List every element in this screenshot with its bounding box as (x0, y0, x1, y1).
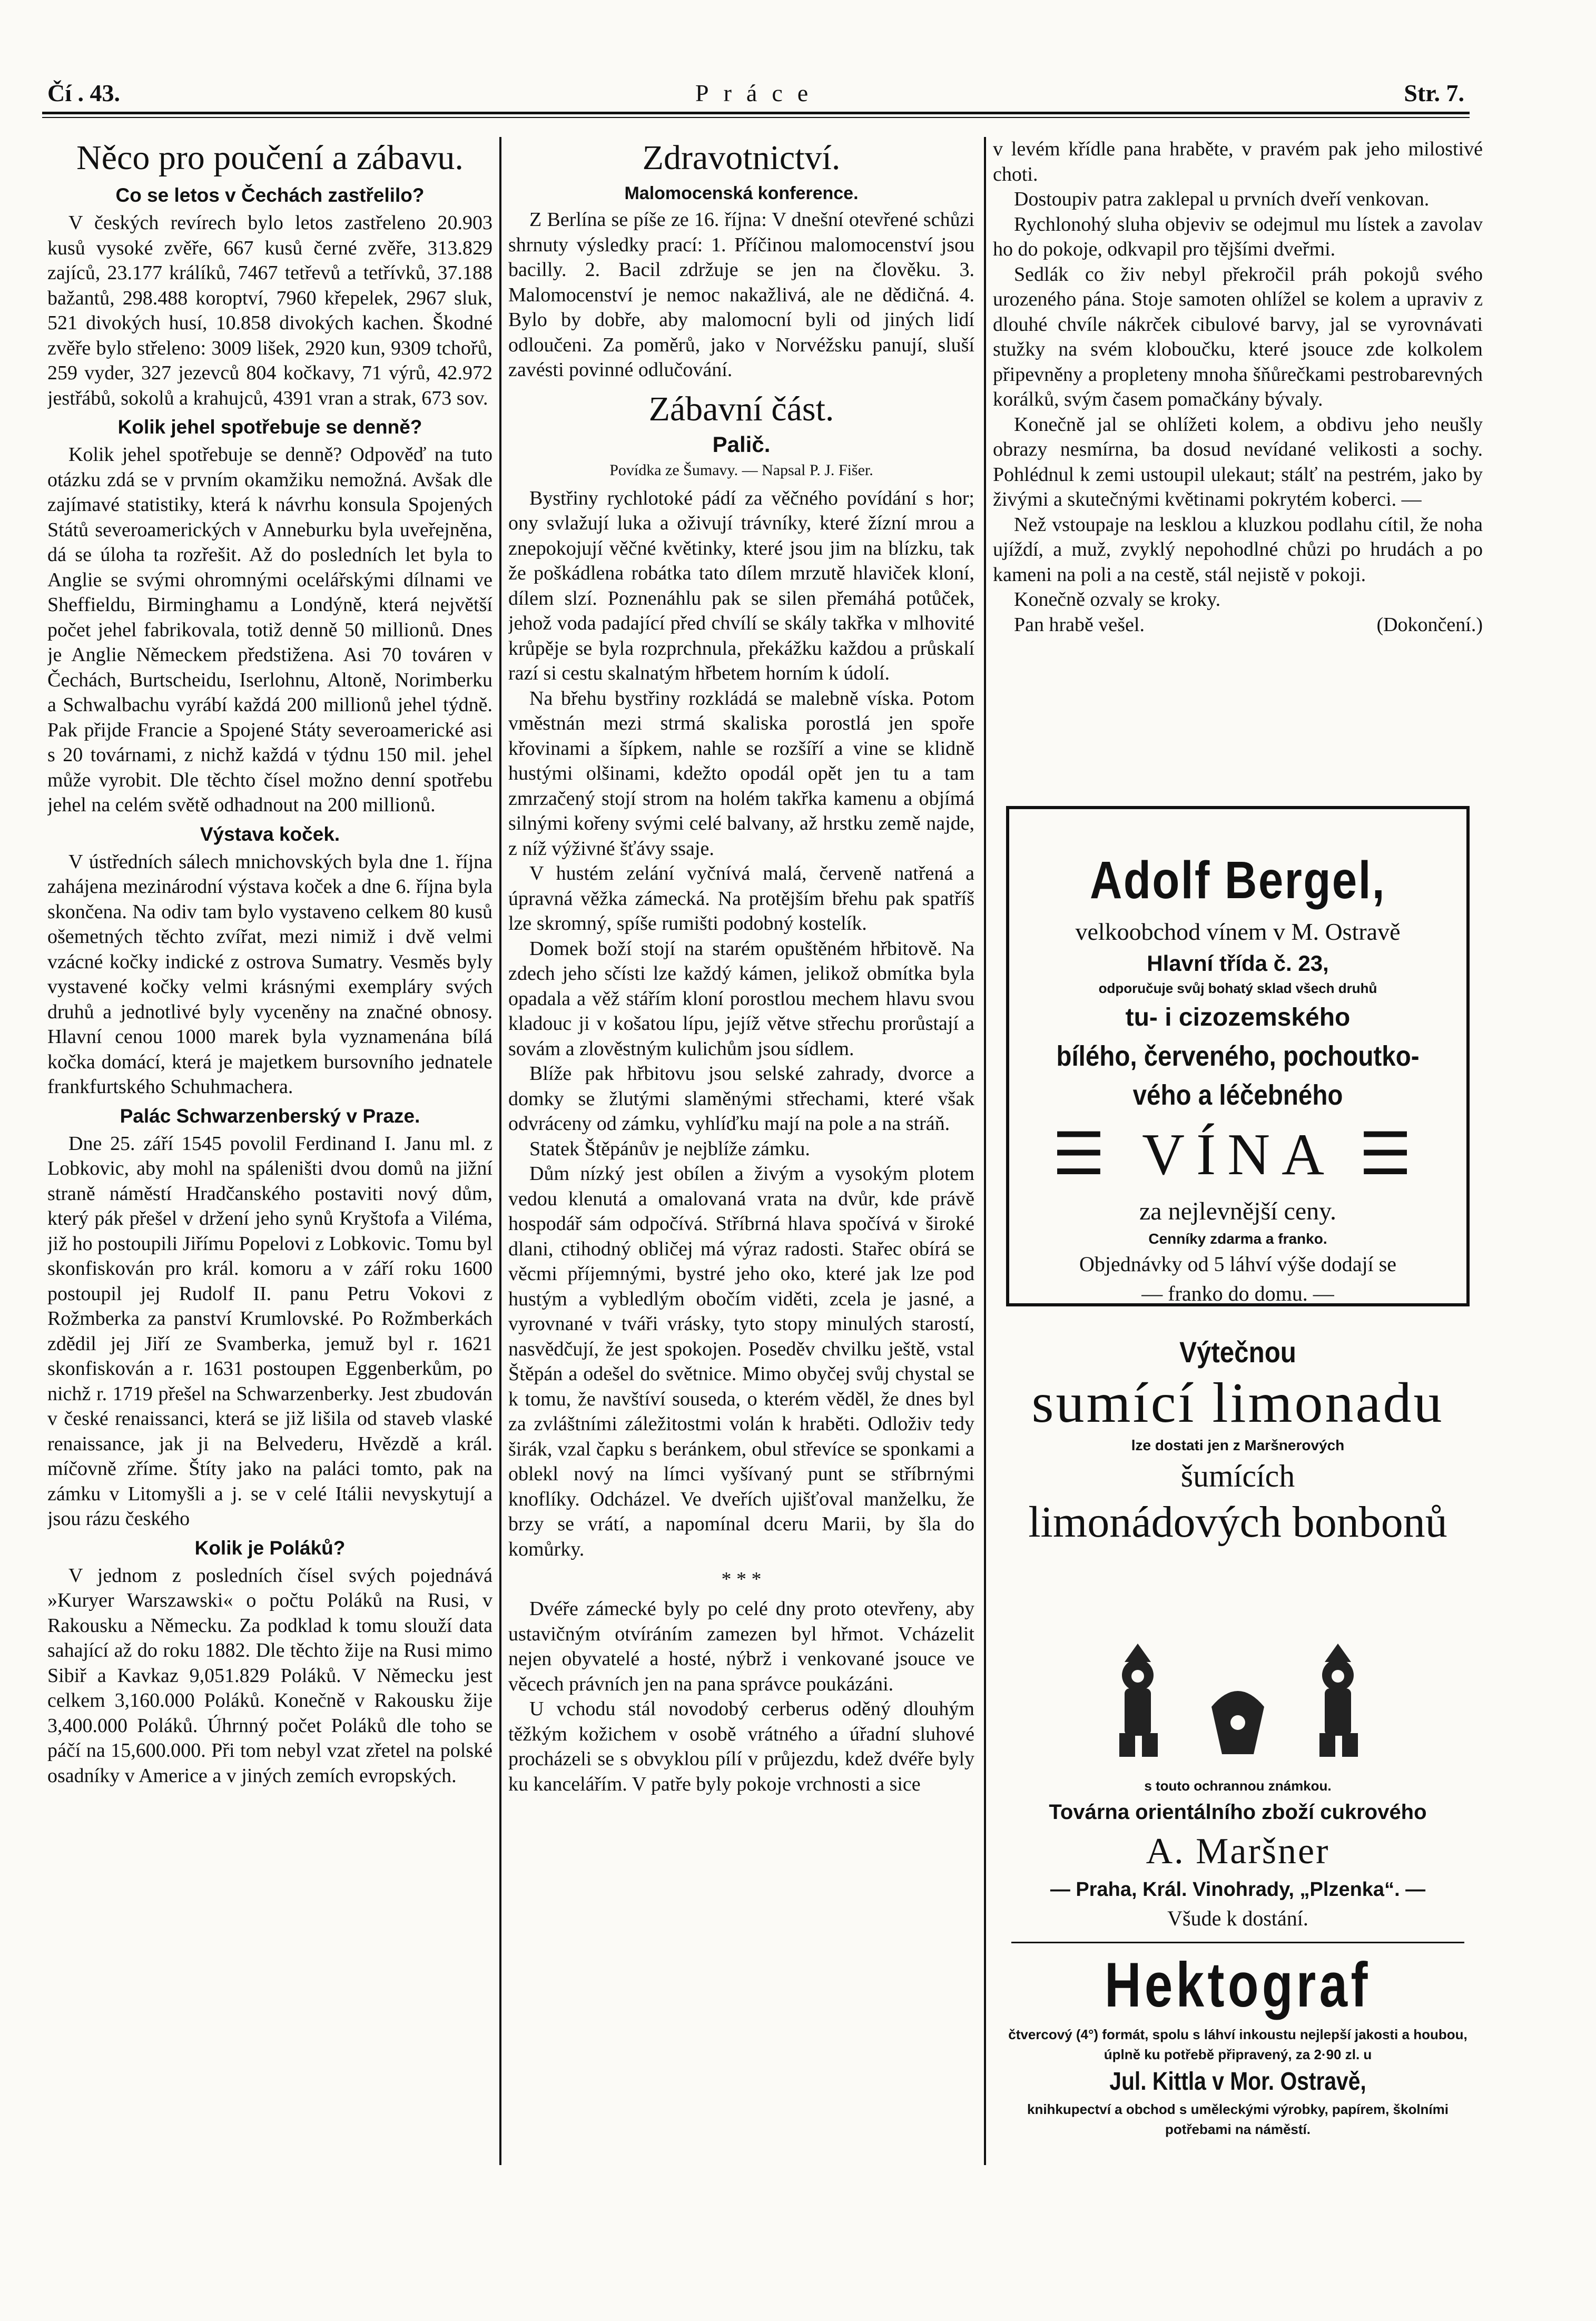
ad-bergel-line: velkoobchod vínem v M. Ostravě (1075, 918, 1401, 945)
ad-marsner-line: lze dostati jen z Maršnerových (1131, 1437, 1345, 1453)
story-paragraph: Blíže pak hřbitovu jsou selské zahrady, dvorce a domky se žlutými slaměnými střechami, které však odvráceny od zámku, vyhlíďku mají na pole a na stráň. (508, 1063, 974, 1135)
ad-bergel-line: za nejlevnější ceny. (1139, 1197, 1337, 1225)
newspaper-name: Práce (695, 80, 823, 106)
header-rule (42, 112, 1470, 114)
ad-marsner-trademark (1006, 1644, 1470, 1765)
ad-bergel-name: Adolf Bergel, (1089, 851, 1386, 910)
story-paragraph: Na břehu bystřiny rozkládá se malebně víska. Potom vměstnán mezi strmá skaliska porostlá jen spoře křovinami a šípkem, nahle se rozšíří a vine se klidně hustými olšinami, kdežto opodál opět jen tu a tam zmrzačený stojí strom na holém takřka kamenu a objímá silnými kořeny svými celé balvany, až hrstku země najde, z níž výživné šťávy ssaje. (508, 687, 974, 860)
ad-bergel-vina-text: VÍNA (1142, 1122, 1333, 1187)
header-rule-thin (42, 117, 1470, 118)
ad-marsner-line: Výtečnou (1179, 1335, 1296, 1369)
ad-marsner-company: A. Maršner (1146, 1831, 1330, 1872)
story-paragraph: Bystřiny rychlotoké pádí za věčného povídání s hor; ony svlažují luka a oživují trávníky, které žízní mrou a znepokojují věčné květinky, které jsou jim na blízku, tak že poškádlena robátka tato dílem mrzutě hlaviček kloní, dílem slzí. Poznenáhlu pak se silen přemáhá potůček, jehož voda padající před chvílí se skály takřka v mlhovité krůpěje se byla rozprchnula, překážku každou a průskalí razí si cestu skalnatým hřbetem horním k údolí. (508, 487, 974, 684)
column-divider-1 (499, 137, 501, 2165)
article-text: Z Berlína se píše ze 16. října: V dnešní otevřené schůzi shrnuty výsledky prací: 1. Příčinou malomocenství jsou bacilly. 2. Bacil zdržuje se jen na člověku. 3. Malomocenství je nemoc nakažlivá, ale ne dědičná. 4. Bylo by dobře, aby malomocní byli od jiných lidí odloučeni. Za poměrů, jako v Norvéžsku panují, sluší zavésti povinné odlučování. (508, 209, 974, 381)
ad-bergel-line: odporučuje svůj bohatý sklad všech druhů (1098, 980, 1377, 996)
story-paragraph: Dostoupiv patra zaklepal u prvních dveří venkovan. (1014, 188, 1430, 210)
article-heading: Malomocenská konference. (624, 183, 859, 203)
ad-bergel-line: Objednávky od 5 láhví výše dodají se (1079, 1252, 1397, 1276)
gnomes-trademark-icon (1006, 1644, 1470, 1765)
ad-bergel-line: Hlavní třída č. 23, (1147, 951, 1329, 976)
ad-hektograf-line: čtvercový (4°) formát, spolu s láhví inkoustu nejlepší jakosti a houbou, úplně ku potřebě připravený, za 2·90 zl. u (1008, 2027, 1467, 2062)
section-title: Zábavní část. (648, 389, 834, 428)
article-text: Dne 25. září 1545 povolil Ferdinand I. Janu ml. z Lobkovic, aby mohl na spáleništi dvou domů na jižní straně náměstí Hradčanského postaviti nový dům, který pák přešel v držení jeho synů Kryštofa a Viléma, již ho postoupili Jiřímu Popelovi z Lobkovic. Tomu byl skonfiskován pro král. komoru a v září roku 1600 postoupil jej Rudolf II. panu Petru Vokovi z Rožmberka za panství Krumlovské. Po Rožmberkách zdědil jej Jiří ze Svamberka, jemuž byl r. 1621 skonfiskován a r. 1631 postoupen Eggenberkům, po nichž r. 1719 přešel na Schwarzenberky. Jest zbudován v české renaissanci, která se již lišila od staveb vlaské renaissance, jak ji na Belvederu, Hvězdě a král. míčovně zříme. Štíty jako na paláci tomto, pak na zámku v Litomyšli a j. se v celé Itálii nevyskytují a jsou rázu českého (47, 1132, 492, 1530)
story-last-line: Pan hrabě vešel. (1014, 613, 1145, 636)
column-divider-2 (984, 137, 986, 2165)
section-title: Něco pro poučení a zábavu. (76, 139, 464, 177)
wine-ornament-icon: ☰ (1358, 1122, 1424, 1187)
story-paragraph: Domek boží stojí na starém opuštěném hřbitově. Na zdech jeho sčísti lze každý kámen, jelikož obmítka byla opadala a věž stářím kloní porostlou mechem hlavu svou kladouc ji v košatou lípu, jejíž větve střechu prorůstají a sovám a zlověstným kulichům jsou sídlem. (508, 937, 974, 1060)
ad-bergel-line: tu- i cizozemského (1125, 1004, 1351, 1031)
article-heading: Co se letos v Čechách zastřelilo? (115, 184, 425, 206)
story-paragraph: Konečně jal se ohlížeti kolem, a obdivu jeho neušly obrazy nesmírna, ba dosud nevídané velikosti a sochy. Pohlédnul k zemi ustoupil ulekaut; stálť na pestrém, jako by živými a skutečnými květinami pokrytém koberci. — (993, 413, 1483, 510)
ad-bergel-line: Cenníky zdarma a franko. (1148, 1231, 1327, 1247)
section-title: Zdravotnictví. (642, 139, 841, 177)
story-paragraph: Rychlonohý sluha objeviv se odejmul mu lístek a zavolav ho do pokoje, odkvapil pro tějšími dveřmi. (993, 213, 1483, 260)
column-3-text (993, 137, 1483, 790)
issue-number: Čí . 43. (47, 80, 120, 106)
story-paragraph: Dům nízký jest obílen a živým a vysokým plotem vedou klenutá a omalovaná vrata na dvůr, kde právě hospodář sám odpočívá. Stříbrná hlava spočívá v široké dlani, ctihodný obličej má výraz radosti. Stařec obírá se věcmi příjemnými, bystré jeho oko, které jak lze pod hustým a vybledlým obočím viděti, zcela je jasné, a vyrovnané v tváři vrásky, tyto stopy minulých starostí, nasvědčují, že jest spokojen. Poseděv chvilku ještě, vstal Štěpán a odešel do světnice. Mimo obyčej svůj chystal se k tomu, že navštíví souseda, o kterém věděl, že dnes byl za zvláštními záležitostmi volán k hraběti. Odloživ tedy širák, vzal čapku s beránkem, obul střevíce se sponkami a oblekl nový na límci vyšívaný punt se stříbrnými knoflíky. Odcházel. Ve dveřích ujišťoval manželku, že brzy se vrátí, a napomínal dceru Marii, by šla do komůrky. (508, 1163, 974, 1560)
story-paragraph: Konečně ozvaly se kroky. (1014, 588, 1221, 611)
page-number: Str. 7. (1404, 80, 1464, 106)
ad-marsner-line: s touto ochrannou známkou. (1144, 1778, 1332, 1794)
article-text: V ústředních sálech mnichovských byla dne 1. října zahájena mezinárodní výstava koček a dne 6. října byla skončena. Na odiv tam bylo vystaveno celkem 80 kusů ošemetných těchto zvířat, mezi nimiž i dvě velmi vzácné kočky indické z ostrova Sumatry. Vesměs byly vystavené kočky velmi krásnými exempláry svých druhů a jednotlivé byly vyceněny na značné obnosy. Hlavní cenou 1000 marek byla vyznamenána bílá kočka domácí, která je majetkem bursovního jednatele frankfurtského Schuhmachera. (47, 850, 492, 1098)
article-heading: Kolik je Poláků? (194, 1537, 346, 1559)
article-heading: Palác Schwarzenberský v Praze. (120, 1105, 420, 1127)
story-end (993, 613, 1483, 638)
ad-bergel (1006, 806, 1470, 1306)
ad-bergel-line: — franko do domu. — (1141, 1282, 1334, 1305)
column-1 (47, 137, 492, 2176)
story-paragraph: V hustém zelání vyčnívá malá, červeně natřená a úpravná věžka zámecká. Na protějším břehu pak spatříš lze skromný, spíše rumišti podobný kostelík. (508, 862, 974, 935)
page-header (47, 79, 1464, 111)
ad-marsner-line: Všude k dostání. (1167, 1906, 1308, 1930)
article-text: V českých revírech bylo letos zastřeleno 20.903 kusů vysoké zvěře, 667 kusů černé zvěře, 313.829 zajíců, 23.177 králíků, 7467 tetřevů a tetřívků, 37.188 bažantů, 298.488 koroptví, 7960 křepelek, 2967 sluk, 521 divokých husí, 10.858 divokých kachen. Škodné zvěře bylo střeleno: 3009 lišek, 2920 kun, 9309 tchořů, 259 vyder, 327 jezevců 804 kočkavy, 71 výrů, 42.972 jestřábů, sokolů a krahujců, 4391 vran a strak, 673 sov. (47, 212, 492, 409)
ad-marsner-headline: sumící limonadu (1031, 1372, 1444, 1434)
story-paragraph: Sedlák co živ nebyl překročil práh pokojů svého urozeného pána. Stoje samoten ohlížel se kolem a upraviv z dlouhé chvíle nákrček cibulové barvy, jal se vyrovnávati stužky na svém kloboučku, které jsouce zde kolkolem připevněny a propleteny mnoha šňůrečkami pestrobarevných korálků, svým časem pomačkány bývaly. (993, 263, 1483, 410)
story-paragraph: v levém křídle pana hraběte, v pravém pak jeho milostivé choti. (993, 138, 1483, 185)
ad-marsner-footer (1006, 1775, 1470, 2144)
story-paragraph: Než vstoupaje na lesklou a kluzkou podlahu cítil, že noha ujíždí, a muž, zvyklý nepohodlné chůzi po hrudách a po kameni na poli a na cestě, stál nejistě v pokoji. (993, 513, 1483, 586)
article-text: Kolik jehel spotřebuje se denně? Odpověď na tuto otázku zdá se v prvním okamžiku nemožná. Avšak dle zajímavé statistiky, která k návrhu konsula Spojených Států severoamerických v Anneburku byla uveřejněna, dá se úloha ta rozřešit. Až do posledních let byla to Anglie se svými ohromnými ocelářskými dílnami ve Sheffieldu, Birminghamu a Londýně, která největší počet jehel fabrikovala, totiž denně 50 millionů. Dnes je Anglie Německem předstižena. Asi 70 továren v Čechách, Burtscheidu, Iserlohnu, Altoně, Norimberku a Schwalbachu vyrábí každá 200 millionů jehel týdně. Pak přijde Francie a Spojené Státy severoamerické asi s 20 továrnami, z nichž každá v týdnu 150 mil. jehel může vyrobit. Dle těchto čísel možno denní spotřebu jehel na celém světě odhadnout na 200 millionů. (47, 444, 492, 816)
story-paragraph: Dvéře zámecké byly po celé dny proto otevřeny, aby ustavičným otvíráním zamezen byl hřmot. Vcházelit nejen obyvatelé a hosté, nýbrž i venkované jsouce ve věcech právních jen na pana správce poukázáni. (508, 1598, 974, 1695)
ad-bergel-line: vého a léčebného (1132, 1079, 1343, 1111)
ad-hektograf-title: Hektograf (1105, 1950, 1371, 2020)
story-paragraph: Statek Štěpánův je nejblíže zámku. (529, 1137, 810, 1160)
ad-marsner (1006, 1333, 1470, 1649)
section-break: * * * (721, 1568, 762, 1590)
ad-hektograf-seller: Jul. Kittla v Mor. Ostravě, (1109, 2068, 1366, 2096)
wine-ornament-icon: ☰ (1052, 1122, 1117, 1187)
story-paragraph: U vchodu stál novodobý cerberus oděný dlouhým těžkým kožichem v osobě vrátného a úřadní sluhové procházeli se s obvyklou pílí v průjezdu, kdež dvéře byly ku kancelářím. V patře byly pokoje vrchnosti a sice (508, 1698, 974, 1795)
ad-hektograf-line: knihkupectví a obchod s uměleckými výrobky, papírem, školními potřebami na náměstí. (1027, 2101, 1449, 2137)
ad-marsner-line: šumících (1180, 1459, 1295, 1493)
story-title: Palič. (712, 431, 771, 457)
article-text: V jednom z posledních čísel svých pojednává »Kuryer Warszawski« o počtu Poláků na Rusi, v Rakousku a Německu. Za podklad k tomu slouží data sahající až do roku 1882. Dle těchto žije na Rusi mimo Sibiř a Kavkaz 9,051.829 Poláků. V Německu jest celkem 3,160.000 Poláků. Konečně v Rakousku žije 3,400.000 Poláků. Úhrnný počet Poláků dle toho se páčí na 15,600.000. Při tom nebyl vzat zřetel na polské osadníky v Americe a v jiných zemích evropských. (47, 1564, 492, 1787)
ad-marsner-headline: limonádových bonbonů (1028, 1498, 1447, 1547)
ad-bergel-vina (1009, 1118, 1466, 1192)
ad-marsner-line: Továrna orientálního zboží cukrového (1049, 1801, 1427, 1824)
ad-marsner-line: — Praha, Král. Vinohrady, „Plzenka“. — (1050, 1879, 1426, 1901)
story-byline: Povídka ze Šumavy. — Napsal P. J. Fišer. (609, 461, 873, 479)
article-heading: Výstava koček. (200, 823, 340, 845)
ad-divider (1011, 1942, 1464, 1943)
continuation-note: (Dokončení.) (1376, 613, 1483, 636)
column-2 (508, 137, 974, 2176)
article-heading: Kolik jehel spotřebuje se denně? (117, 416, 422, 438)
ad-bergel-line: bílého, červeného, pochoutko- (1056, 1040, 1420, 1072)
